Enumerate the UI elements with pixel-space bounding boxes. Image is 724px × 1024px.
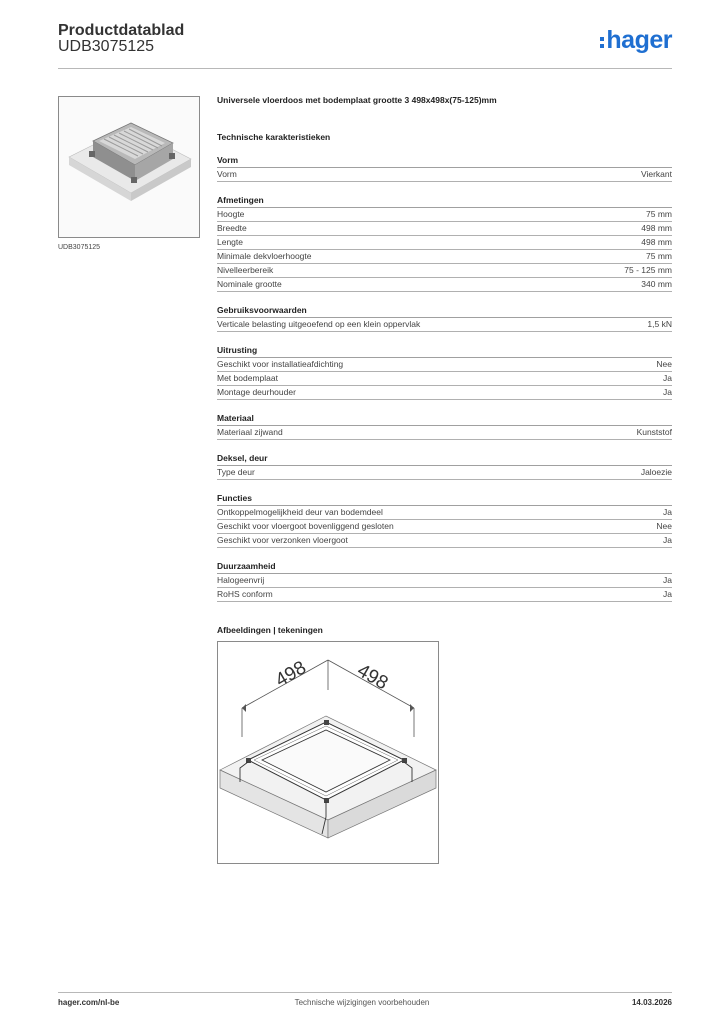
spec-row [217, 250, 672, 264]
spec-content [217, 95, 672, 864]
footer-notice: Technische wijzigingen voorbehouden [294, 998, 430, 1007]
spec-value: Nee [656, 359, 672, 369]
footer-date: 14.03.2026 [631, 998, 672, 1007]
spec-label: Geschikt voor vloergoot bovenliggend gesloten [217, 521, 394, 531]
spec-section [217, 154, 672, 182]
spec-value: Ja [663, 575, 672, 585]
spec-label: Breedte [217, 223, 247, 233]
spec-label: Geschikt voor verzonken vloergoot [217, 535, 348, 545]
spec-row [217, 278, 672, 292]
spec-section-title: Functies [217, 492, 672, 506]
spec-label: Hoogte [217, 209, 245, 219]
spec-row [217, 236, 672, 250]
spec-section [217, 412, 672, 440]
spec-section-title: Uitrusting [217, 344, 672, 358]
header-divider [58, 68, 672, 69]
spec-section [217, 452, 672, 480]
footer-website-link[interactable]: hager.com/nl-be [58, 998, 120, 1007]
spec-label: Materiaal zijwand [217, 427, 283, 437]
spec-value: 75 mm [646, 209, 672, 219]
spec-row [217, 372, 672, 386]
document-product-code: UDB3075125 [58, 38, 155, 55]
spec-value: 340 mm [641, 279, 672, 289]
tech-heading: Technische karakteristieken [217, 132, 331, 142]
spec-row [217, 520, 672, 534]
spec-label: Met bodemplaat [217, 373, 278, 383]
spec-label: Type deur [217, 467, 255, 477]
spec-section-title: Materiaal [217, 412, 672, 426]
spec-section [217, 344, 672, 400]
spec-value: 75 mm [646, 251, 672, 261]
spec-value: Ja [663, 373, 672, 383]
spec-row [217, 426, 672, 440]
product-photo [58, 96, 200, 238]
spec-label: Minimale dekvloerhoogte [217, 251, 312, 261]
hager-logo[interactable] [600, 26, 672, 55]
spec-section-title: Vorm [217, 154, 672, 168]
spec-section [217, 304, 672, 332]
spec-row [217, 506, 672, 520]
spec-label: Lengte [217, 237, 243, 247]
spec-row [217, 358, 672, 372]
spec-row [217, 466, 672, 480]
spec-section-title: Gebruiksvoorwaarden [217, 304, 672, 318]
spec-row [217, 574, 672, 588]
brand-name: hager [606, 26, 672, 54]
spec-value: 498 mm [641, 223, 672, 233]
drawings-heading: Afbeeldingen | tekeningen [217, 625, 323, 635]
product-photo-caption: UDB3075125 [58, 244, 101, 251]
spec-label: Vorm [217, 169, 237, 179]
spec-value: Kunststof [636, 427, 672, 437]
spec-label: Nominale grootte [217, 279, 282, 289]
spec-label: Halogeenvrij [217, 575, 265, 585]
logo-dots-icon [600, 37, 604, 48]
spec-value: Ja [663, 535, 672, 545]
spec-section-title: Afmetingen [217, 194, 672, 208]
spec-value: Jaloezie [640, 467, 672, 477]
spec-label: Ontkoppelmogelijkheid deur van bodemdeel [217, 507, 383, 517]
spec-value: Ja [663, 507, 672, 517]
product-description: Universele vloerdoos met bodemplaat grootte 3 498x498x(75-125)mm [217, 95, 497, 105]
spec-value: Nee [656, 521, 672, 531]
dimension-width-label: 498 [272, 657, 310, 692]
spec-section [217, 194, 672, 292]
spec-section-title: Duurzaamheid [217, 560, 672, 574]
spec-label: Nivelleerbereik [217, 265, 274, 275]
spec-row [217, 386, 672, 400]
spec-section [217, 492, 672, 548]
spec-label: Montage deurhouder [217, 387, 296, 397]
spec-value: Ja [663, 589, 672, 599]
technical-drawing [217, 641, 439, 864]
spec-value: 75 - 125 mm [624, 265, 672, 275]
spec-section [217, 560, 672, 602]
spec-row [217, 222, 672, 236]
spec-row [217, 264, 672, 278]
spec-row [217, 208, 672, 222]
spec-value: Ja [663, 387, 672, 397]
document-title: Productdatablad [58, 22, 185, 39]
spec-value: 498 mm [641, 237, 672, 247]
spec-label: Geschikt voor installatieafdichting [217, 359, 344, 369]
spec-label: RoHS conform [217, 589, 273, 599]
spec-value: Vierkant [640, 169, 672, 179]
spec-row [217, 318, 672, 332]
spec-row [217, 534, 672, 548]
spec-label: Verticale belasting uitgeoefend op een klein oppervlak [217, 319, 421, 329]
footer-divider [58, 992, 672, 993]
spec-row [217, 168, 672, 182]
dimension-length-label: 498 [353, 660, 392, 695]
spec-value: 1,5 kN [647, 319, 672, 329]
spec-section-title: Deksel, deur [217, 452, 672, 466]
spec-row [217, 588, 672, 602]
spec-sections [217, 154, 672, 602]
